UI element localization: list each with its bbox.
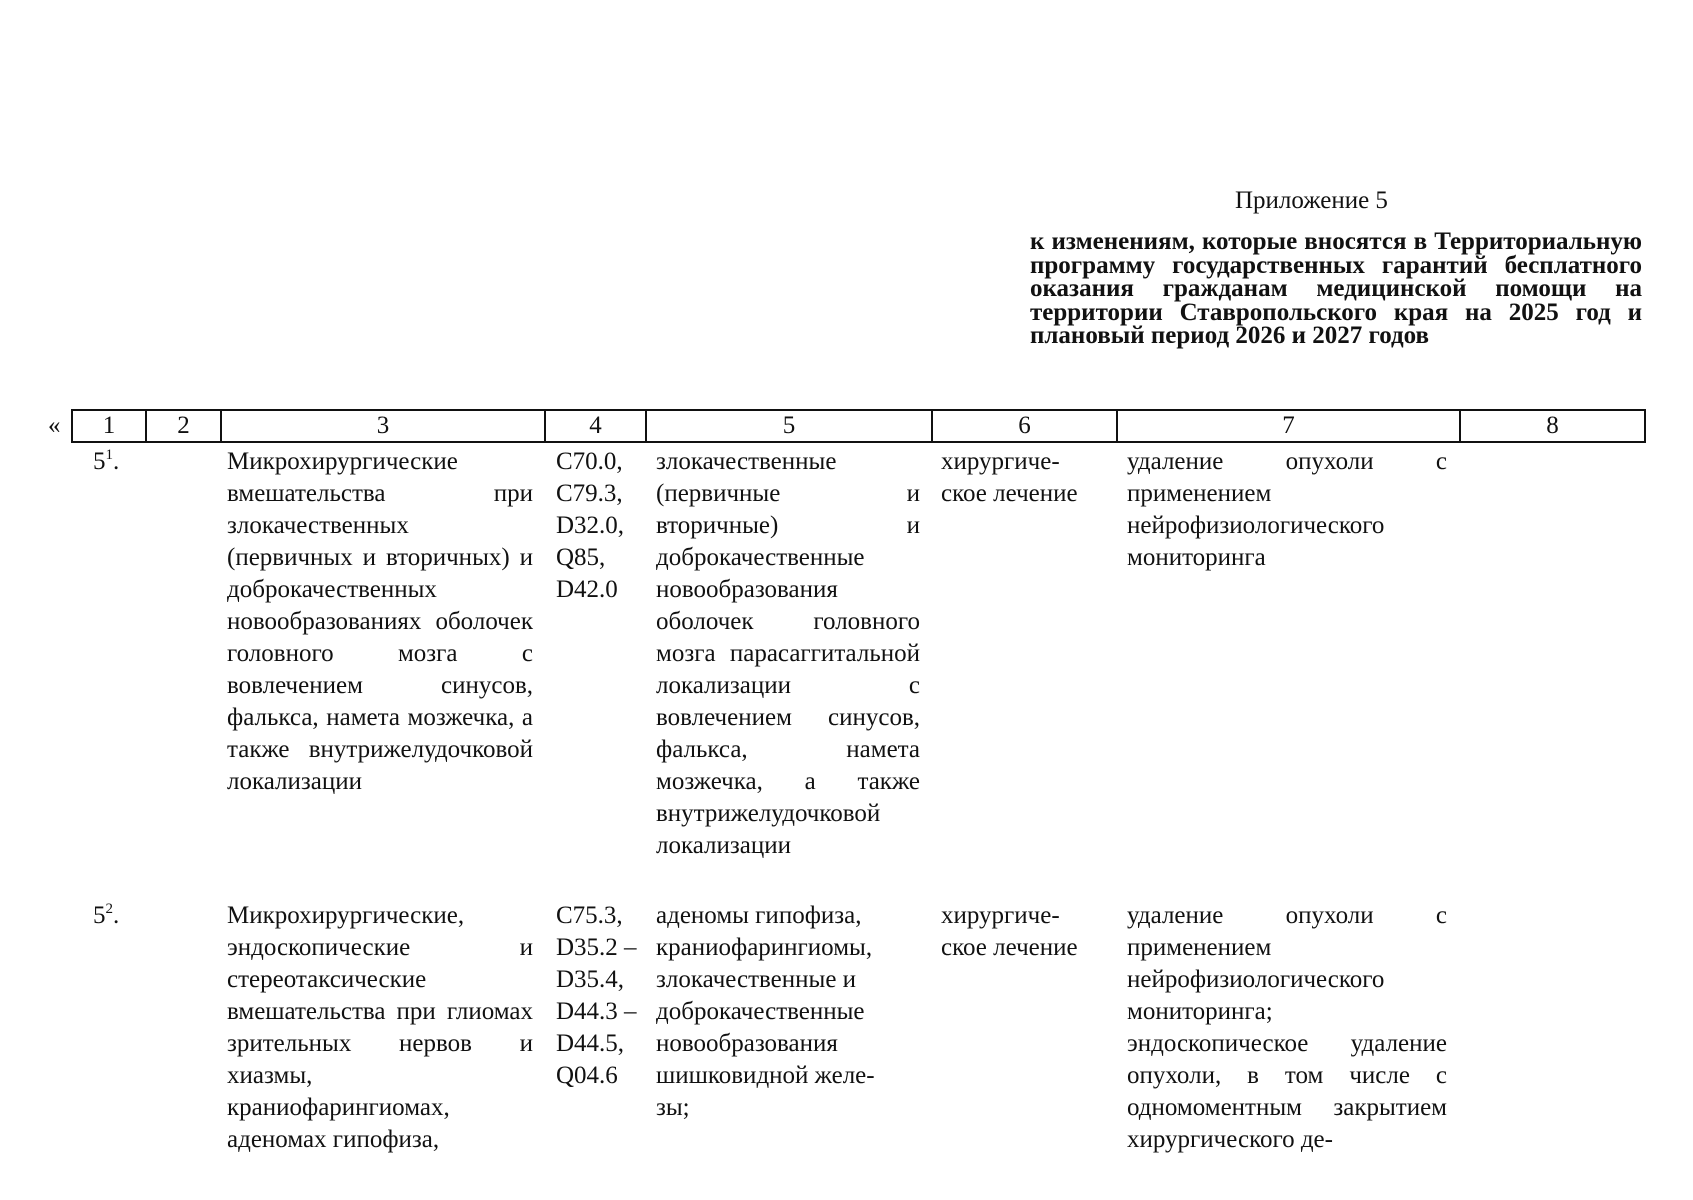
row-number: $5^2$. <box>93 901 120 929</box>
column-header-5: 5 <box>645 411 931 441</box>
column-header-2: 2 <box>145 411 220 441</box>
row-diagnosis-codes: C70.0, C79.3, D32.0, Q85, D42.0 <box>556 448 625 603</box>
appendix-title: Приложение 5 <box>1235 187 1388 214</box>
row-number: $5^1$. <box>93 447 120 475</box>
column-header-3: 3 <box>220 411 544 441</box>
column-header-7: 7 <box>1116 411 1459 441</box>
row-treatment-method: удаление опухоли с применением нейрофизиологического мониторинга <box>1127 448 1447 571</box>
row-treatment-type: хирургиче- ское лечение <box>941 448 1078 507</box>
row-intervention-name: Микрохирургические, эндоскопические и стереотаксические вмешательства при глиомах зрительных нервов и хиазмы, краниофарингиомах, аденомах гипофиза, <box>227 902 533 1153</box>
column-header-1: 1 <box>102 412 116 439</box>
row-intervention-name: Микрохирургические вмешательства при злокачественных (первичных и вторичных) и доброкачественных новообразованиях оболочек головного мозга с вовлечением синусов, фалькса, намета мозжечка, а также внутрижелудочковой локализации <box>227 448 533 795</box>
column-header-4: 4 <box>544 411 645 441</box>
row-patient-model: аденомы гипофиза, краниофарингиомы, злокачественные и доброкачественные новообразования шишковидной желе- зы; <box>656 902 875 1121</box>
row-diagnosis-codes: C75.3, D35.2 – D35.4, D44.3 – D44.5, Q04.6 <box>556 902 637 1089</box>
column-header-8: 8 <box>1459 411 1644 441</box>
row-patient-model: злокачественные (первичные и вторичные) и доброкачественные новообразования оболочек головного мозга парасаггитальной локализации с вовлечением синусов, фалькса, намета мозжечка, а также внутрижелудочковой локализации <box>656 448 920 859</box>
table-header-row <box>71 409 1646 443</box>
open-quote-mark: « <box>48 412 61 439</box>
appendix-subtitle: к изменениям, которые вносятся в Территориальную программу государственных гарантий бесплатного оказания гражданам медицинской помощи на территории Ставропольского края на 2025 год и плановый период 2026 и 2027 годов <box>1030 228 1642 349</box>
row-treatment-type: хирургиче- ское лечение <box>941 902 1078 961</box>
column-header-6: 6 <box>931 411 1116 441</box>
row-treatment-method: удаление опухоли с применением нейрофизиологического мониторинга; эндоскопическое удаление опухоли, в том числе с одномоментным закрытием хирургического де- <box>1127 902 1447 1153</box>
